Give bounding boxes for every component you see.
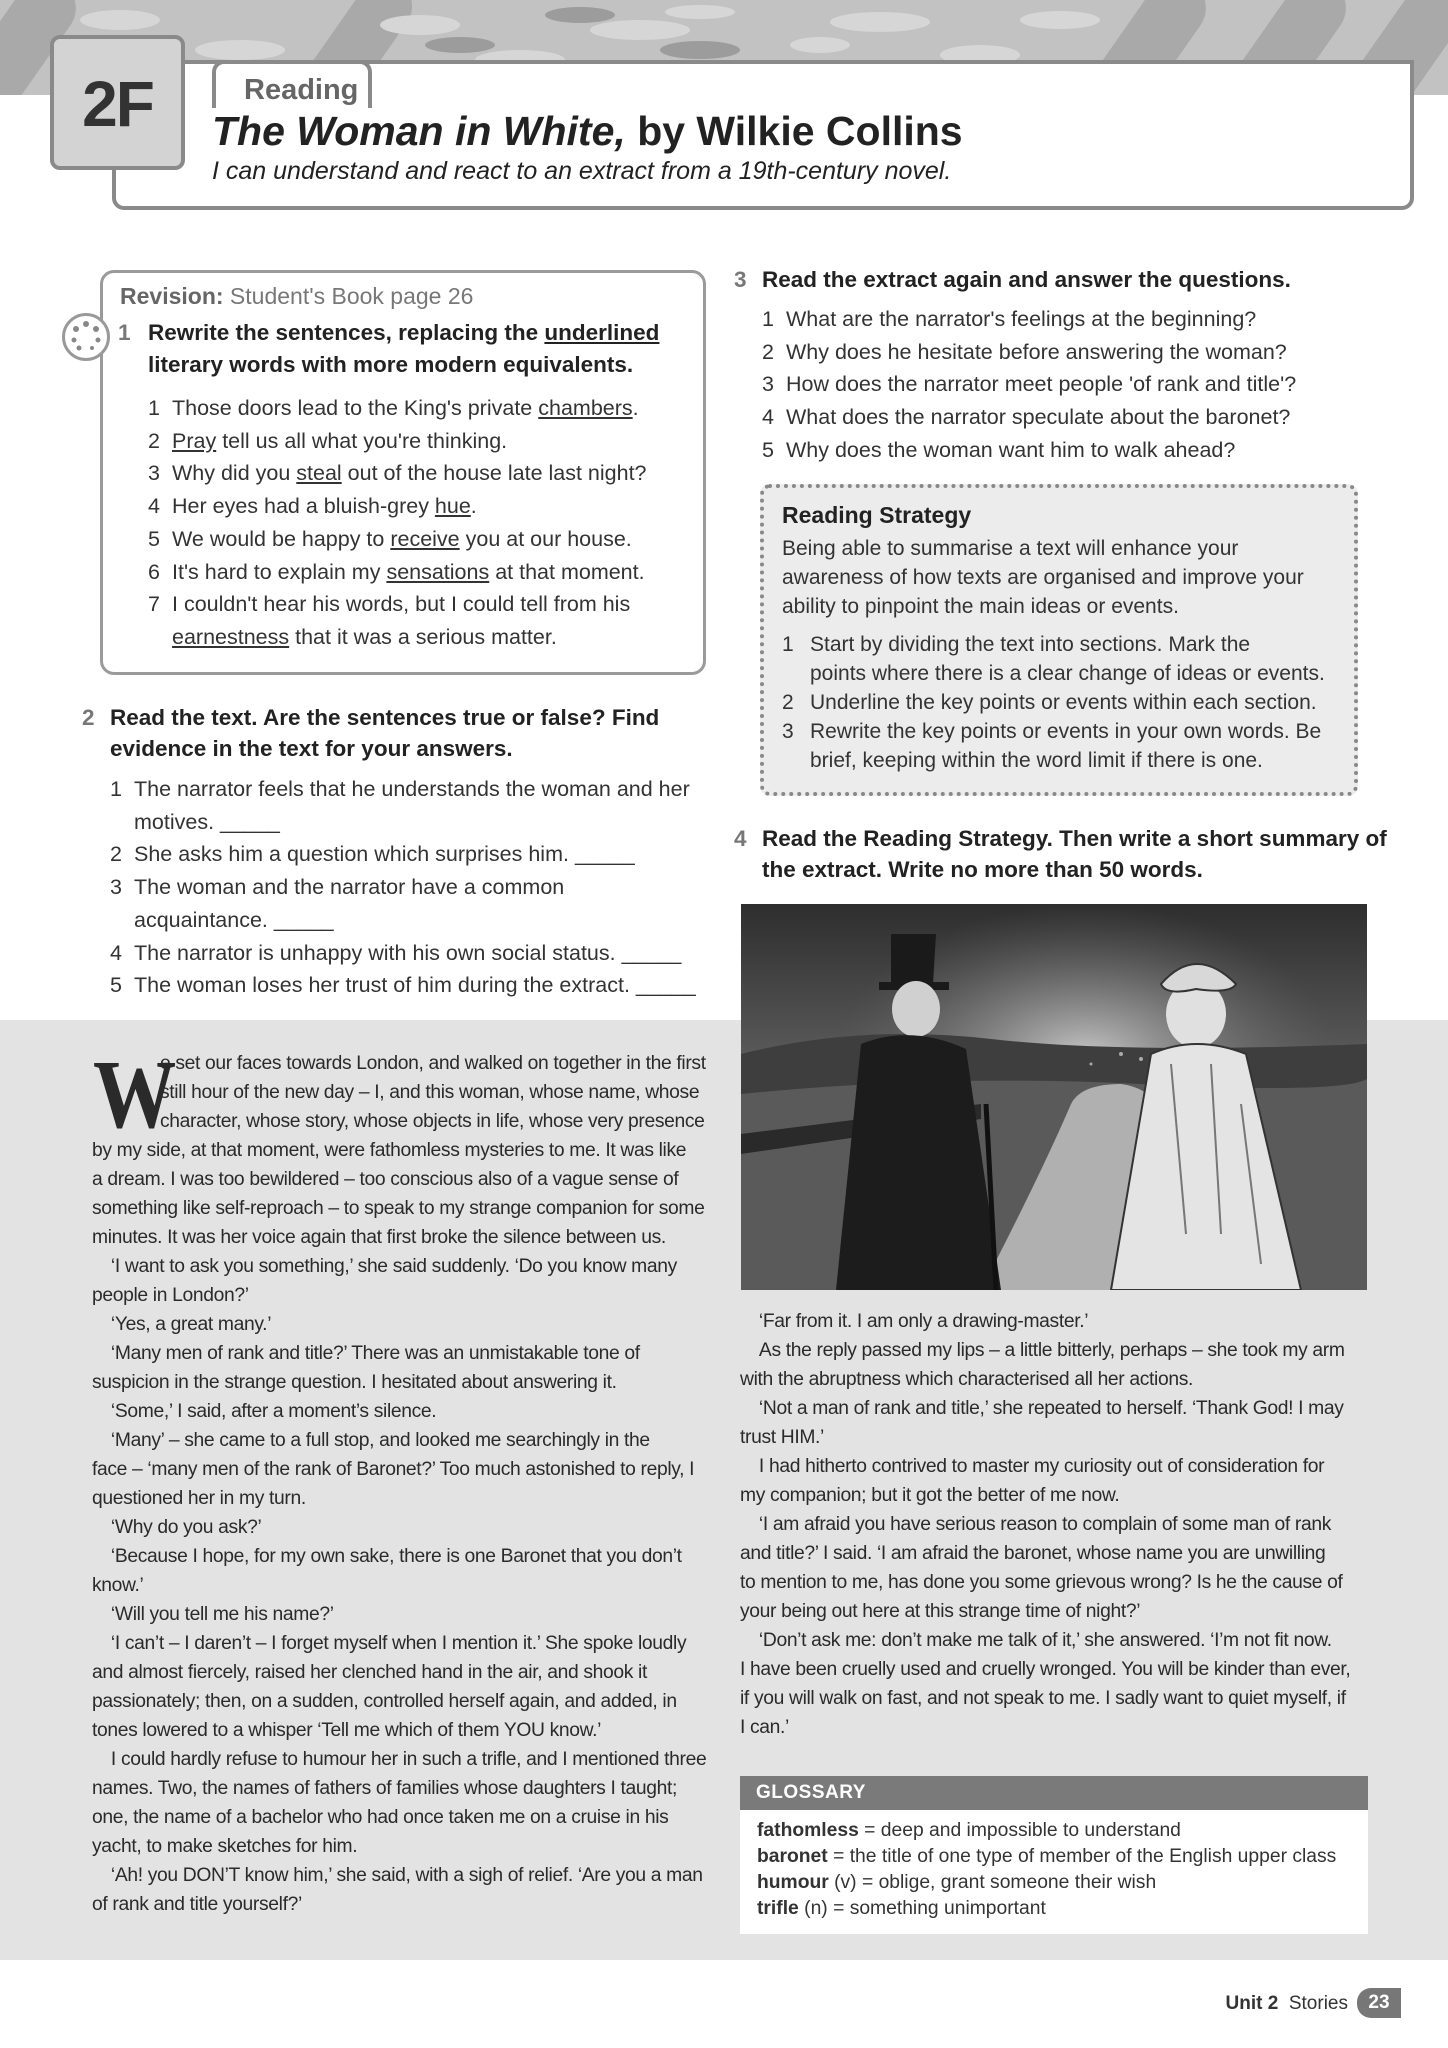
list-item-number: 1: [762, 307, 774, 331]
extract-line: something like self-reproach – to speak to my strange companion for some: [92, 1198, 705, 1219]
list-item-text: Why does the woman want him to walk ahead?: [786, 437, 1236, 462]
lesson-badge: 2F: [50, 35, 185, 170]
section-tab: Reading: [212, 60, 372, 108]
list-item: [148, 556, 647, 589]
extract-line: ‘I am afraid you have serious reason to complain of some man of rank: [740, 1514, 1332, 1535]
list-item-continuation: [148, 621, 647, 654]
list-item-number: 3: [762, 372, 774, 397]
underlined-word: earnestness: [172, 624, 290, 649]
strategy-step: [782, 717, 1325, 746]
extract-line: I could hardly refuse to humour her in such a trifle, and I mentioned three: [92, 1749, 707, 1770]
list-item-text: Why does he hesitate before answering the woman?: [786, 339, 1287, 364]
extract-line: ‘Yes, a great many.’: [92, 1314, 272, 1335]
extract-line: ‘Why do you ask?’: [92, 1517, 262, 1538]
exercise-4-instruction-line2: the extract. Write no more than 50 words.: [762, 857, 1203, 882]
list-item-text: out of the house late last night?: [341, 461, 647, 486]
list-item-text: How does the narrator meet people 'of rank and title'?: [786, 372, 1297, 397]
list-item-number: 7: [148, 592, 160, 617]
list-item-text: .: [632, 396, 639, 420]
extract-line: I had hitherto contrived to master my curiosity out of consideration for: [740, 1456, 1325, 1477]
extract-line: ‘Many men of rank and title?’ There was an unmistakable tone of: [92, 1343, 640, 1364]
extract-line: of rank and title yourself?’: [92, 1894, 302, 1915]
strategy-intro-line: Being able to summarise a text will enhance your: [782, 537, 1239, 560]
extract-line: my companion; but it got the better of me now.: [740, 1485, 1120, 1506]
glossary-entry: [757, 1844, 1336, 1870]
list-item: [762, 434, 1296, 467]
extract-line: questioned her in my turn.: [92, 1488, 306, 1509]
dots-circle-icon: [62, 313, 110, 361]
underlined-word: steal: [296, 461, 342, 486]
list-item-number: 4: [762, 405, 774, 430]
drop-cap: W: [93, 1041, 177, 1149]
list-item-continuation: acquaintance. _____: [134, 907, 334, 932]
extract-line: ‘Some,’ I said, after a moment’s silence.: [92, 1401, 437, 1422]
strategy-step-continuation: points where there is a clear change of ideas or events.: [810, 662, 1325, 685]
glossary-definition: (n) = something unimportant: [798, 1898, 1046, 1919]
list-item-number: 3: [148, 461, 160, 486]
revision-label: Revision: Student's Book page 26: [120, 283, 474, 309]
underlined-word: chambers: [538, 396, 633, 420]
extract-line: yacht, to make sketches for him.: [92, 1836, 358, 1857]
page-title: [212, 108, 963, 155]
exercise-2-number: 2: [82, 705, 95, 730]
list-item-text: What are the narrator's feelings at the beginning?: [786, 307, 1257, 331]
list-item-text: Why did you: [172, 461, 297, 486]
list-item-number: 5: [762, 437, 774, 462]
list-item-number: 2: [148, 428, 160, 453]
glossary-term: trifle: [757, 1898, 799, 1919]
extract-line: e set our faces towards London, and walked on together in the first: [160, 1053, 706, 1074]
list-item-number: 1: [148, 396, 160, 420]
list-item: [148, 523, 647, 556]
list-item-number: 2: [762, 339, 774, 364]
list-item-text: at that moment.: [489, 559, 645, 584]
extract-line: if you will walk on fast, and not speak to me. I sadly want to quiet myself, if: [740, 1688, 1346, 1709]
list-item: [148, 457, 647, 490]
list-item: 1 The narrator feels that he understands the woman and her: [110, 777, 690, 801]
list-item: [762, 336, 1296, 369]
exercise-1-instruction-line2: literary words with more modern equivalents.: [148, 352, 634, 377]
glossary-list: [757, 1818, 1336, 1922]
underlined-word: sensations: [386, 559, 490, 584]
glossary-term: humour: [757, 1872, 829, 1893]
extract-line: I have been cruelly used and cruelly wronged. You will be kinder than ever,: [740, 1659, 1351, 1680]
strategy-step-number: 1: [782, 633, 794, 656]
extract-line: ‘Far from it. I am only a drawing-master.’: [740, 1311, 1089, 1332]
extract-line: minutes. It was her voice again that first broke the silence between us.: [92, 1227, 666, 1248]
list-item-text: It's hard to explain my: [172, 559, 387, 584]
extract-line: ‘Many’ – she came to a full stop, and looked me searchingly in the: [92, 1430, 650, 1451]
list-item-text: that it was a serious matter.: [289, 624, 557, 649]
glossary-entry: [757, 1818, 1336, 1844]
extract-line: passionately; then, on a sudden, controlled herself again, and added, in: [92, 1691, 677, 1712]
list-item-number: 4: [148, 494, 160, 519]
extract-line: face – ‘many men of the rank of Baronet?’ Too much astonished to reply, I: [92, 1459, 695, 1480]
extract-line: tones lowered to a whisper ‘Tell me which of them YOU know.’: [92, 1720, 602, 1741]
list-item: [762, 401, 1296, 434]
strategy-step-text: Start by dividing the text into sections. Mark the: [810, 633, 1251, 656]
list-item-text: We would be happy to: [172, 526, 391, 551]
title-author: by Wilkie Collins: [625, 108, 963, 154]
extract-line: names. Two, the names of fathers of families whose daughters I taught;: [92, 1778, 677, 1799]
strategy-step-continuation: brief, keeping within the word limit if there is one.: [810, 749, 1263, 772]
list-item-text: tell us all what you're thinking.: [216, 428, 508, 453]
strategy-step-text: Rewrite the key points or events in your own words. Be: [810, 720, 1322, 743]
extract-line: people in London?’: [92, 1285, 249, 1306]
footer-unit: Unit 2 Stories: [1225, 1993, 1348, 2014]
strategy-step-text: Underline the key points or events within each section.: [810, 691, 1317, 714]
extract-line: by my side, at that moment, were fathomless mysteries to me. It was like: [92, 1140, 687, 1161]
exercise-1-list: [148, 392, 647, 654]
exercise-2-list: [110, 773, 696, 1002]
list-item-text: .: [470, 494, 477, 519]
exercise-3-list: [762, 303, 1296, 467]
exercise-2-instruction-line1: Read the text. Are the sentences true or false? Find: [110, 705, 660, 730]
extract-line: know.’: [92, 1575, 144, 1596]
list-item-number: 5: [148, 526, 160, 551]
reading-strategy-steps: [782, 630, 1325, 775]
glossary-definition: = deep and impossible to understand: [858, 1820, 1181, 1841]
list-item: 3 The woman and the narrator have a common: [110, 875, 565, 900]
list-item: [148, 425, 647, 458]
list-item: 5 The woman loses her trust of him during the extract. _____: [110, 973, 696, 998]
extract-line: ‘I want to ask you something,’ she said suddenly. ‘Do you know many: [92, 1256, 677, 1277]
exercise-3-number: 3: [734, 267, 747, 292]
list-item-text: you at our house.: [459, 526, 632, 551]
reading-strategy-intro: [782, 534, 1304, 621]
page-subtitle: I can understand and react to an extract from a 19th-century novel.: [212, 157, 952, 185]
extract-line: suspicion in the strange question. I hesitated about answering it.: [92, 1372, 617, 1393]
strategy-step-number: 2: [782, 691, 794, 714]
list-item-number: 6: [148, 559, 160, 584]
extract-line: ‘Ah! you DON’T know him,’ she said, with a sigh of relief. ‘Are you a man: [92, 1865, 703, 1886]
glossary-term: baronet: [757, 1846, 828, 1867]
extract-line: character, whose story, whose objects in life, whose very presence: [160, 1111, 705, 1132]
extract-line: trust HIM.’: [740, 1427, 824, 1448]
list-item-continuation: motives. _____: [134, 809, 280, 834]
strategy-step: [782, 688, 1325, 717]
extract-line: ‘Because I hope, for my own sake, there is one Baronet that you don’t: [92, 1546, 682, 1567]
exercise-4-instruction-line1: Read the Reading Strategy. Then write a short summary of: [762, 826, 1387, 851]
list-item-text: Those doors lead to the King's private: [172, 396, 539, 420]
exercise-3-instruction: Read the extract again and answer the questions.: [762, 267, 1291, 292]
glossary-definition: (v) = oblige, grant someone their wish: [828, 1872, 1157, 1893]
list-item: [148, 588, 647, 621]
strategy-step: [782, 630, 1325, 659]
extract-line: ‘I can’t – I daren’t – I forget myself when I mention it.’ She spoke loudly: [92, 1633, 687, 1654]
story-illustration: [741, 904, 1367, 1290]
extract-line: one, the name of a bachelor who had once taken me on a cruise in his: [92, 1807, 669, 1828]
list-item-text: I couldn't hear his words, but I could tell from his: [172, 592, 631, 617]
glossary-definition: = the title of one type of member of the English upper class: [827, 1846, 1337, 1867]
page-number: 23: [1357, 1988, 1401, 2018]
extract-line: ‘Don’t ask me: don’t make me talk of it,’ she answered. ‘I’m not fit now.: [740, 1630, 1332, 1651]
title-book: The Woman in White,: [212, 108, 626, 154]
extract-line: I can.’: [740, 1717, 789, 1738]
strategy-intro-line: ability to pinpoint the main ideas or events.: [782, 595, 1179, 618]
exercise-4-number: 4: [734, 826, 747, 851]
list-item: 4 The narrator is unhappy with his own social status. _____: [110, 940, 682, 965]
exercise-1-instruction-line1: Rewrite the sentences, replacing the underlined: [148, 320, 660, 345]
list-item: [148, 392, 647, 425]
extract-line: still hour of the new day – I, and this woman, whose name, whose: [160, 1082, 700, 1103]
list-item-text: Her eyes had a bluish-grey: [172, 494, 435, 519]
glossary-entry: [757, 1896, 1336, 1922]
extract-line: and title?’ I said. ‘I am afraid the baronet, whose name you are unwilling: [740, 1543, 1326, 1564]
extract-line: your being out here at this strange time of night?’: [740, 1601, 1141, 1622]
extract-line: with the abruptness which characterised all her actions.: [740, 1369, 1194, 1390]
list-item-text: What does the narrator speculate about the baronet?: [786, 405, 1291, 430]
extract-line: to mention to me, has done you some grievous wrong? Is he the cause of: [740, 1572, 1343, 1593]
extract-line: As the reply passed my lips – a little bitterly, perhaps – she took my arm: [740, 1340, 1345, 1361]
extract-left-column: [92, 1041, 707, 1919]
extract-line: ‘Not a man of rank and title,’ she repeated to herself. ‘Thank God! I may: [740, 1398, 1344, 1419]
list-item: 2 She asks him a question which surprises him. _____: [110, 842, 635, 867]
underlined-word: receive: [390, 526, 460, 551]
reading-strategy-title: Reading Strategy: [782, 502, 972, 528]
extract-line: a dream. I was too bewildered – too conscious also of a vague sense of: [92, 1169, 679, 1190]
extract-line: and almost fiercely, raised her clenched hand in the air, and shook it: [92, 1662, 647, 1683]
underlined-word: hue: [434, 494, 471, 519]
glossary-term: fathomless: [757, 1820, 859, 1841]
extract-right-column: [740, 1307, 1350, 1742]
underlined-word: Pray: [172, 428, 217, 453]
list-item: [148, 490, 647, 523]
glossary-entry: [757, 1870, 1336, 1896]
strategy-intro-line: awareness of how texts are organised and improve your: [782, 566, 1304, 589]
exercise-1-number: 1: [118, 320, 131, 345]
glossary-heading: GLOSSARY: [740, 1776, 1368, 1810]
list-item: [762, 368, 1296, 401]
strategy-step-number: 3: [782, 720, 794, 743]
list-item: [762, 303, 1296, 336]
exercise-2-instruction-line2: evidence in the text for your answers.: [110, 736, 513, 761]
extract-line: ‘Will you tell me his name?’: [92, 1604, 334, 1625]
